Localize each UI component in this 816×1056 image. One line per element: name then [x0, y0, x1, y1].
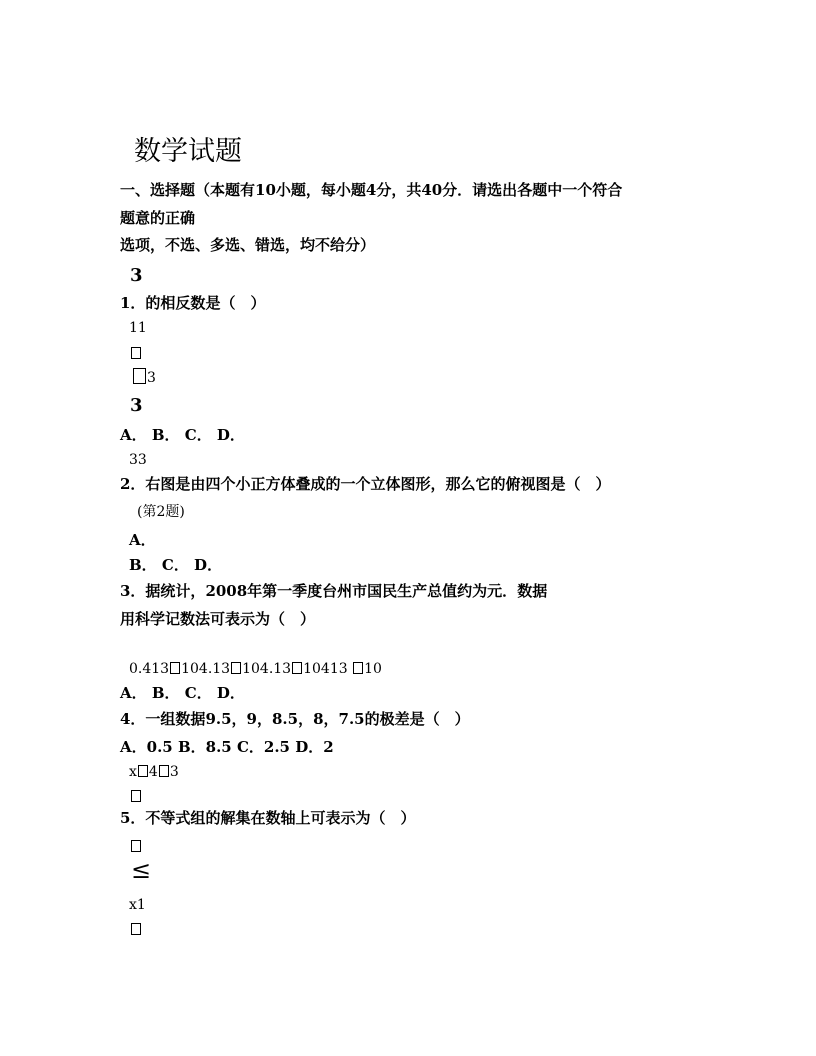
section-heading-line-3: 选项，不选、多选、错选，均不给分）	[120, 236, 376, 254]
q5-fragment-box-3	[130, 919, 142, 939]
q1-fragment-box-3: 3	[132, 368, 156, 388]
missing-glyph-icon	[131, 790, 141, 802]
section-heading-line-2: 题意的正确	[120, 209, 196, 227]
q5-fragment-x1: x1	[129, 897, 146, 913]
q5-leq-symbol: ≤	[131, 856, 152, 884]
q2-options-bcd: B． C． D．	[129, 556, 223, 574]
missing-glyph-icon	[353, 662, 363, 674]
missing-glyph-icon	[138, 765, 148, 777]
q1-fraction-numerator-2: 3	[130, 395, 143, 416]
q5-inequality-fragment: x 4 3	[129, 764, 179, 780]
missing-glyph-icon	[292, 662, 302, 674]
page-title: 数学试题	[134, 136, 242, 167]
q4-options: A．0.5 B．8.5 C．2.5 D．2	[120, 738, 334, 756]
section-heading-line-1: 一、选择题（本题有10小题，每小题4分，共40分．请选出各题中一个符合	[120, 181, 623, 199]
q1-fragment-33: 33	[129, 452, 147, 468]
missing-glyph-icon	[170, 662, 180, 674]
q1-options: A． B． C． D．	[120, 426, 245, 444]
q2-option-a: A．	[129, 531, 156, 549]
missing-glyph-icon	[131, 840, 141, 852]
q1-fraction-numerator: 3	[130, 265, 143, 286]
q1-fragment-11: 11	[129, 320, 147, 336]
q1-fragment-box	[130, 343, 142, 363]
q1-stem: 1．的相反数是（ ）	[120, 294, 266, 312]
q5-stem: 5．不等式组的解集在数轴上可表示为（ ）	[120, 809, 416, 827]
q3-stem-line-1: 3．据统计，2008年第一季度台州市国民生产总值约为元．数据	[120, 582, 548, 600]
q3-options: A． B． C． D．	[120, 684, 245, 702]
missing-glyph-icon	[131, 923, 141, 935]
q5-fragment-box-2	[130, 836, 142, 856]
missing-glyph-icon	[133, 368, 146, 384]
q2-figure-caption: (第2题)	[137, 504, 185, 520]
missing-glyph-icon	[159, 765, 169, 777]
q3-option-values: 0.413 104.13 104.13 10413 10	[129, 661, 382, 677]
missing-glyph-icon	[231, 662, 241, 674]
q3-stem-line-2: 用科学记数法可表示为（ ）	[120, 610, 316, 628]
q4-stem: 4．一组数据9.5，9，8.5，8，7.5的极差是（ ）	[120, 710, 470, 728]
missing-glyph-icon	[131, 347, 141, 359]
q2-stem: 2．右图是由四个小正方体叠成的一个立体图形，那么它的俯视图是（ ）	[120, 475, 611, 493]
q5-fragment-box	[130, 786, 142, 806]
